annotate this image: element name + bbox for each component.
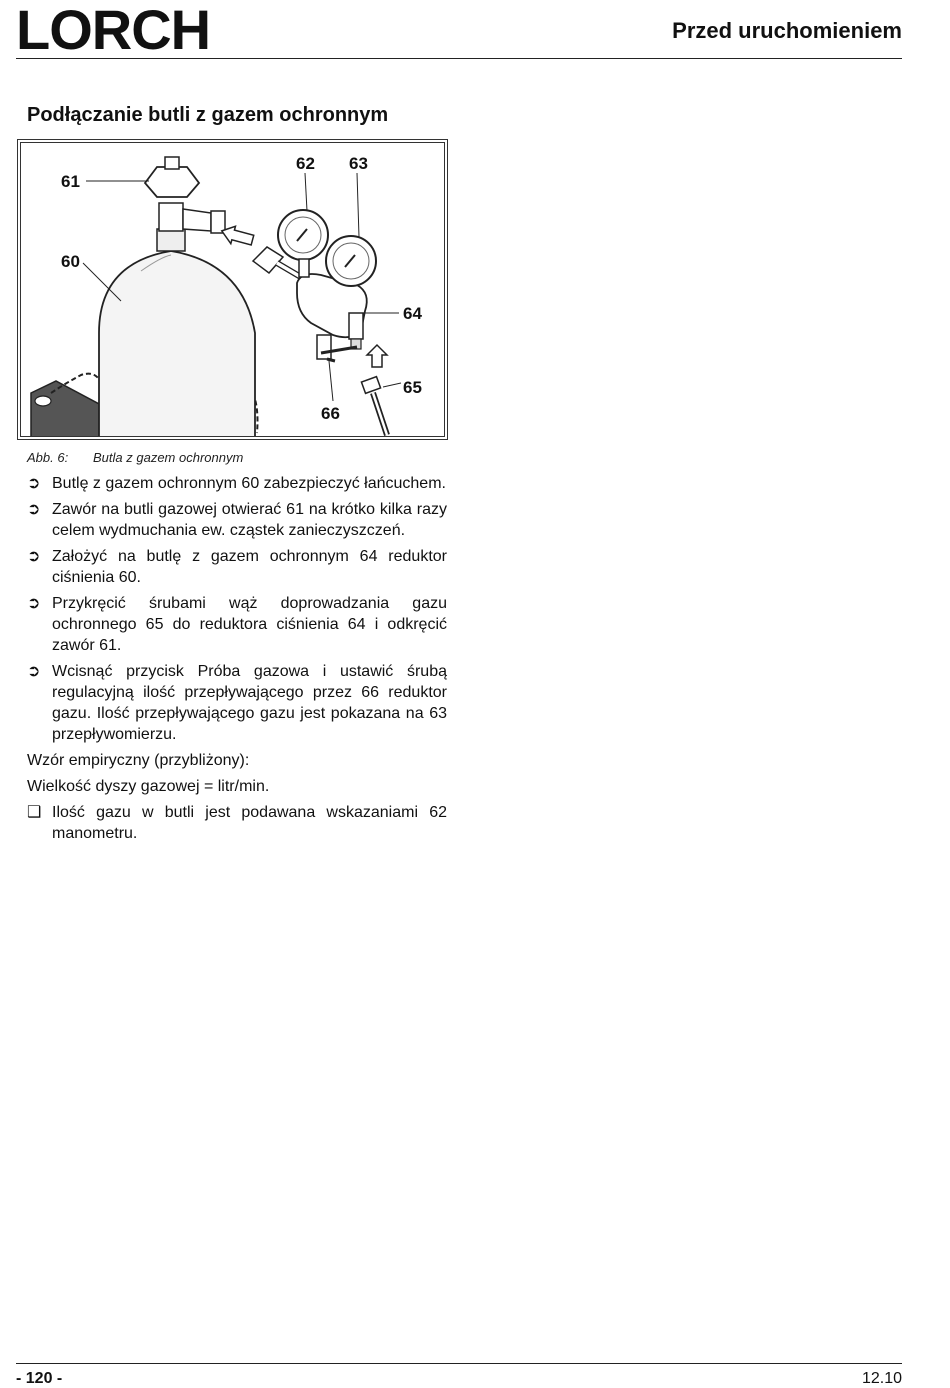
list-item bbox=[27, 473, 447, 494]
callout-60: 60 bbox=[61, 252, 80, 271]
callout-63: 63 bbox=[349, 154, 368, 173]
base-plate bbox=[31, 381, 101, 437]
list-item bbox=[27, 499, 447, 541]
cylinder-valve bbox=[159, 203, 183, 231]
callout-61: 61 bbox=[61, 172, 80, 191]
list-item bbox=[27, 593, 447, 656]
step-text: Wcisnąć przycisk Próba gazowa i ustawić śrubą regulacyjną ilość przepływającego przez 66 reduktor gazu. Ilość przepływającego gazu jest pokazana na 63 przepływomierzu. bbox=[52, 663, 447, 743]
arrow-bullet-icon: ➲ bbox=[27, 475, 41, 492]
cylinder-body bbox=[99, 251, 255, 437]
header-divider bbox=[16, 58, 902, 59]
caption-text: Butla z gazem ochronnym bbox=[93, 450, 244, 465]
list-item bbox=[27, 546, 447, 588]
gas-cylinder-figure bbox=[17, 139, 448, 440]
arrow-bullet-icon: ➲ bbox=[27, 595, 41, 612]
caption-label: Abb. 6: bbox=[27, 450, 69, 465]
lorch-logo: LORCH bbox=[16, 0, 211, 61]
callout-66: 66 bbox=[321, 404, 340, 423]
arrow-bullet-icon: ➲ bbox=[27, 663, 41, 680]
valve-handwheel bbox=[145, 167, 199, 197]
gas-hose-nut bbox=[361, 377, 380, 394]
adjusting-screw bbox=[317, 335, 331, 359]
callout-62: 62 bbox=[296, 154, 315, 173]
instructions bbox=[27, 473, 447, 849]
header-title: Przed uruchomieniem bbox=[672, 18, 902, 43]
step-text: Przykręcić śrubami wąż doprowadzania gazu ochronnego 65 do reduktora ciśnienia 64 i odkręcić zawór 61. bbox=[52, 595, 447, 654]
arrow-bullet-icon: ➲ bbox=[27, 548, 41, 565]
formula-intro: Wzór empiryczny (przybliżony): bbox=[27, 752, 250, 769]
step-text: Butlę z gazem ochronnym 60 zabezpieczyć łańcuchem. bbox=[52, 475, 446, 492]
list-item bbox=[27, 661, 447, 745]
footer-divider bbox=[16, 1363, 902, 1364]
page-number: - 120 - bbox=[16, 1370, 63, 1387]
step-text: Założyć na butlę z gazem ochronnym 64 reduktor ciśnienia 60. bbox=[52, 548, 447, 586]
cylinder-illustration bbox=[21, 143, 445, 437]
note-text: Ilość gazu w butli jest podawana wskazaniami 62 manometru. bbox=[52, 804, 447, 842]
figure-caption bbox=[27, 450, 243, 465]
footer-date: 12.10 bbox=[861, 1370, 902, 1387]
note-item bbox=[27, 802, 447, 844]
section-title: Podłączanie butli z gazem ochronnym bbox=[27, 104, 389, 126]
formula: Wielkość dyszy gazowej = litr/min. bbox=[27, 778, 270, 795]
callout-64: 64 bbox=[403, 304, 422, 323]
arrow-bullet-icon: ➲ bbox=[27, 501, 41, 518]
step-text: Zawór na butli gazowej otwierać 61 na krótko kilka razy celem wydmuchania ew. cząstek zanieczyszczeń. bbox=[52, 501, 447, 539]
arrow-up-icon bbox=[367, 345, 387, 367]
checkbox-bullet-icon: ❑ bbox=[27, 804, 42, 821]
callout-65: 65 bbox=[403, 378, 422, 397]
